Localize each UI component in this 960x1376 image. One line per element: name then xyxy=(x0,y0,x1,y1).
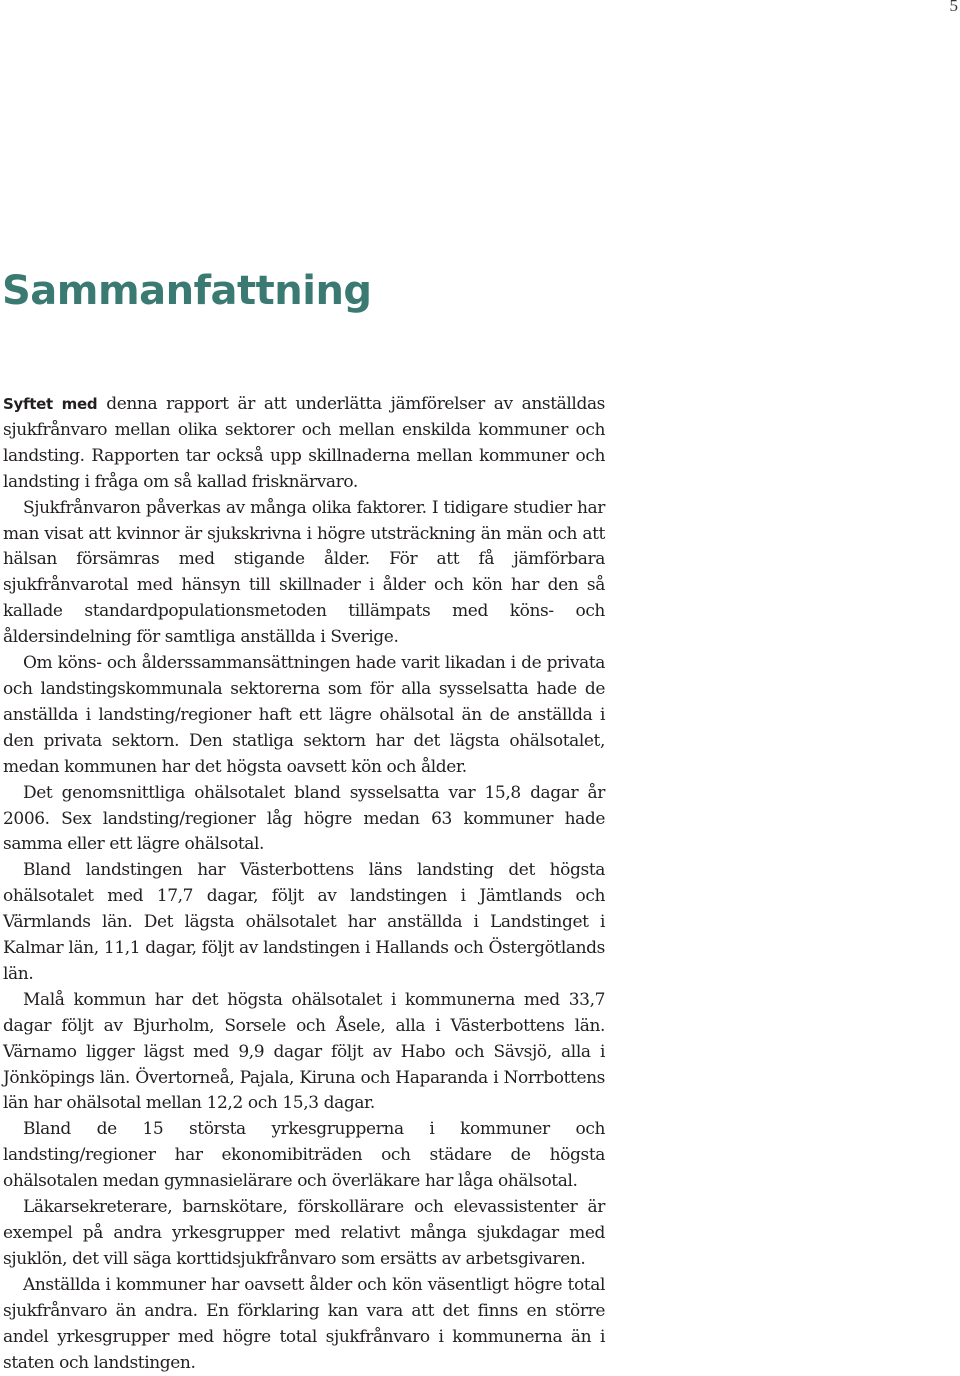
paragraph-4: Det genomsnittliga ohälsotalet bland sysselsatta var 15,8 dagar år 2006. Sex landsting/regioner låg högre medan 63 kommuner hade samma eller ett lägre ohälsotal. xyxy=(3,782,605,855)
page-title: Sammanfattning xyxy=(2,268,372,314)
paragraph-2: Sjukfrånvaron påverkas av många olika faktorer. I tidigare studier har man visat att kvinnor är sjukskrivna i högre utsträckning än män och att hälsan försämras med stigande ålder. För att få jämförbara sjukfrånvarotal med hänsyn till skillnader i ålder och kön har den så kallade standardpopulationsmetoden tillämpats med köns- och åldersindelning för samtliga anställda i Sverige. xyxy=(3,497,605,648)
paragraph-text: denna rapport är att underlätta jämförelser av anställdas sjukfrånvaro mellan olika sektorer och mellan enskilda kommuner och landsting. Rapporten tar också upp skillnaderna mellan kommuner och landsting i fråga om så kallad frisknärvaro. xyxy=(3,394,606,492)
paragraph-6: Malå kommun har det högsta ohälsotalet i kommunerna med 33,7 dagar följt av Bjurholm, Sorsele och Åsele, alla i Västerbottens län. Värnamo ligger lägst med 9,9 dagar följt av Habo och Sävsjö, alla i Jönköpings län. Övertorneå, Pajala, Kiruna och Haparanda i Norrbottens län har ohälsotal mellan 12,2 och 15,3 dagar. xyxy=(3,989,605,1114)
paragraph-1 xyxy=(3,392,605,496)
paragraph-9: Anställda i kommuner har oavsett ålder och kön väsentligt högre total sjukfrånvaro än andra. En förklaring kan vara att det finns en större andel yrkesgrupper med högre total sjukfrånvaro i kommunerna än i staten och landstingen. xyxy=(3,1274,605,1373)
page-number: 5 xyxy=(949,0,958,15)
paragraph-3: Om köns- och ålderssammansättningen hade varit likadan i de privata och landstingskommunala sektorerna som för alla sysselsatta hade de anställda i landsting/regioner haft ett lägre ohälsotal än de anställda i den privata sektorn. Den statliga sektorn har det lägsta ohälsotalet, medan kommunen har det högsta oavsett kön och ålder. xyxy=(3,653,605,777)
paragraph-8: Läkarsekreterare, barnskötare, förskollärare och elevassistenter är exempel på andra yrkesgrupper med relativt många sjukdagar med sjuklön, det vill säga korttidsjukfrånvaro som ersätts av arbetsgivaren. xyxy=(3,1197,605,1269)
paragraph-5: Bland landstingen har Västerbottens läns landsting det högsta ohälsotalet med 17,7 dagar, följt av landstingen i Jämtlands och Värmlands län. Det lägsta ohälsotalet har anställda i Landstinget i Kalmar län, 11,1 dagar, följt av landstingen i Hallands och Östergötlands län. xyxy=(3,860,605,984)
lead-in: Syftet med xyxy=(3,395,98,413)
summary-body xyxy=(3,392,605,1376)
paragraph-7: Bland de 15 största yrkesgrupperna i kommuner och landsting/regioner har ekonomibiträden och städare de högsta ohälsotalen medan gymnasielärare och överläkare har låga ohälsotal. xyxy=(3,1119,605,1192)
